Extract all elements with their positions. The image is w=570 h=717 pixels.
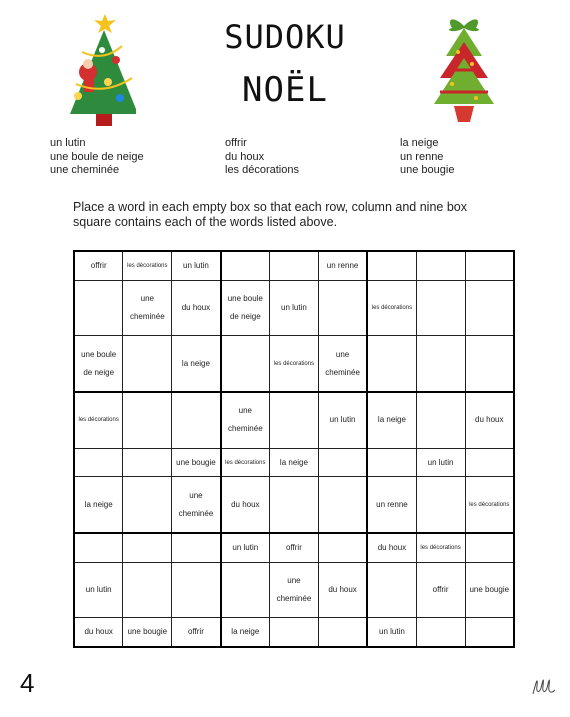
grid-cell-empty[interactable] (416, 477, 465, 533)
grid-cell: un renne (367, 477, 416, 533)
grid-cell-empty[interactable] (270, 251, 319, 280)
grid-cell-empty[interactable] (465, 280, 514, 336)
grid-cell-empty[interactable] (123, 336, 172, 392)
grid-cell-empty[interactable] (416, 251, 465, 280)
grid-cell: une cheminée (172, 477, 221, 533)
grid-cell: un lutin (172, 251, 221, 280)
grid-cell: du houx (221, 477, 270, 533)
grid-cell-empty[interactable] (367, 251, 416, 280)
grid-cell-empty[interactable] (465, 251, 514, 280)
grid-cell: un lutin (221, 533, 270, 562)
word-item: une bougie (400, 164, 455, 176)
word-column-1 (50, 137, 144, 178)
page-number: 4 (20, 668, 35, 698)
grid-cell-empty[interactable] (318, 448, 367, 477)
word-column-2 (225, 137, 299, 178)
grid-cell-empty[interactable] (74, 280, 123, 336)
grid-cell: du houx (74, 618, 123, 647)
grid-cell: du houx (465, 392, 514, 448)
grid-cell-empty[interactable] (172, 562, 221, 618)
grid-cell: la neige (172, 336, 221, 392)
grid-cell: du houx (172, 280, 221, 336)
grid-row (74, 448, 514, 477)
word-item: une boule de neige (50, 150, 144, 163)
grid-cell: offrir (172, 618, 221, 647)
word-item: offrir (225, 137, 247, 149)
grid-cell: une boule de neige (221, 280, 270, 336)
grid-row (74, 562, 514, 618)
grid-cell-empty[interactable] (465, 618, 514, 647)
grid-cell-empty[interactable] (221, 562, 270, 618)
grid-cell: une cheminée (270, 562, 319, 618)
grid-cell: une bougie (465, 562, 514, 618)
grid-cell-empty[interactable] (416, 280, 465, 336)
grid-cell: offrir (74, 251, 123, 280)
grid-cell-empty[interactable] (123, 392, 172, 448)
grid-cell-empty[interactable] (416, 336, 465, 392)
grid-cell-empty[interactable] (465, 336, 514, 392)
patchwork-christmas-tree-with-bow-icon (428, 12, 500, 126)
grid-row (74, 618, 514, 647)
grid-row (74, 336, 514, 392)
grid-cell-empty[interactable] (123, 448, 172, 477)
grid-cell-empty[interactable] (123, 562, 172, 618)
grid-cell: les décorations (416, 533, 465, 562)
grid-cell: un lutin (270, 280, 319, 336)
grid-cell: offrir (416, 562, 465, 618)
grid-row (74, 251, 514, 280)
grid-cell-empty[interactable] (318, 280, 367, 336)
word-item: une cheminée (50, 164, 120, 176)
grid-cell: la neige (367, 392, 416, 448)
grid-cell-empty[interactable] (318, 533, 367, 562)
grid-cell-empty[interactable] (123, 477, 172, 533)
grid-cell-empty[interactable] (74, 533, 123, 562)
grid-cell-empty[interactable] (416, 618, 465, 647)
grid-cell: les décorations (367, 280, 416, 336)
grid-cell: du houx (367, 533, 416, 562)
grid-cell: la neige (270, 448, 319, 477)
grid-cell: une bougie (123, 618, 172, 647)
grid-cell: un lutin (367, 618, 416, 647)
title-line-1: SUDOKU (224, 18, 346, 56)
grid-cell: une boule de neige (74, 336, 123, 392)
word-item: un lutin (50, 137, 86, 149)
word-column-3 (400, 137, 454, 178)
word-item: la neige (400, 137, 439, 149)
word-item: les décorations (225, 164, 299, 176)
instructions: Place a word in each empty box so that each row, column and nine box square contains each of the words listed above. (73, 200, 467, 229)
word-item: du houx (225, 150, 265, 163)
word-item: un renne (400, 150, 444, 163)
grid-cell-empty[interactable] (270, 477, 319, 533)
grid-cell-empty[interactable] (318, 477, 367, 533)
grid-cell: un lutin (318, 392, 367, 448)
grid-cell-empty[interactable] (270, 392, 319, 448)
grid-cell-empty[interactable] (416, 392, 465, 448)
grid-cell-empty[interactable] (367, 562, 416, 618)
grid-cell: la neige (74, 477, 123, 533)
grid-row (74, 533, 514, 562)
sudoku-grid (73, 250, 515, 648)
grid-cell: une cheminée (221, 392, 270, 448)
grid-cell: une cheminée (123, 280, 172, 336)
grid-cell-empty[interactable] (318, 618, 367, 647)
grid-cell: un lutin (416, 448, 465, 477)
grid-cell: offrir (270, 533, 319, 562)
grid-cell: la neige (221, 618, 270, 647)
grid-row (74, 280, 514, 336)
grid-cell: du houx (318, 562, 367, 618)
grid-cell-empty[interactable] (74, 448, 123, 477)
decorated-christmas-tree-with-santa-icon (58, 12, 136, 128)
signature-icon (530, 672, 558, 700)
grid-cell-empty[interactable] (367, 448, 416, 477)
grid-row (74, 477, 514, 533)
grid-cell: un renne (318, 251, 367, 280)
grid-row (74, 392, 514, 448)
grid-cell: les décorations (74, 392, 123, 448)
grid-cell-empty[interactable] (221, 251, 270, 280)
grid-cell: les décorations (123, 251, 172, 280)
grid-cell: un lutin (74, 562, 123, 618)
grid-cell: les décorations (270, 336, 319, 392)
title-line-2: NOËL (242, 70, 328, 110)
grid-cell-empty[interactable] (465, 448, 514, 477)
grid-cell: les décorations (221, 448, 270, 477)
grid-cell: les décorations (465, 477, 514, 533)
grid-cell-empty[interactable] (270, 618, 319, 647)
grid-cell-empty[interactable] (465, 533, 514, 562)
grid-cell-empty[interactable] (367, 336, 416, 392)
grid-cell-empty[interactable] (172, 533, 221, 562)
grid-cell: une cheminée (318, 336, 367, 392)
grid-cell-empty[interactable] (123, 533, 172, 562)
grid-cell-empty[interactable] (221, 336, 270, 392)
grid-cell: une bougie (172, 448, 221, 477)
grid-cell-empty[interactable] (172, 392, 221, 448)
